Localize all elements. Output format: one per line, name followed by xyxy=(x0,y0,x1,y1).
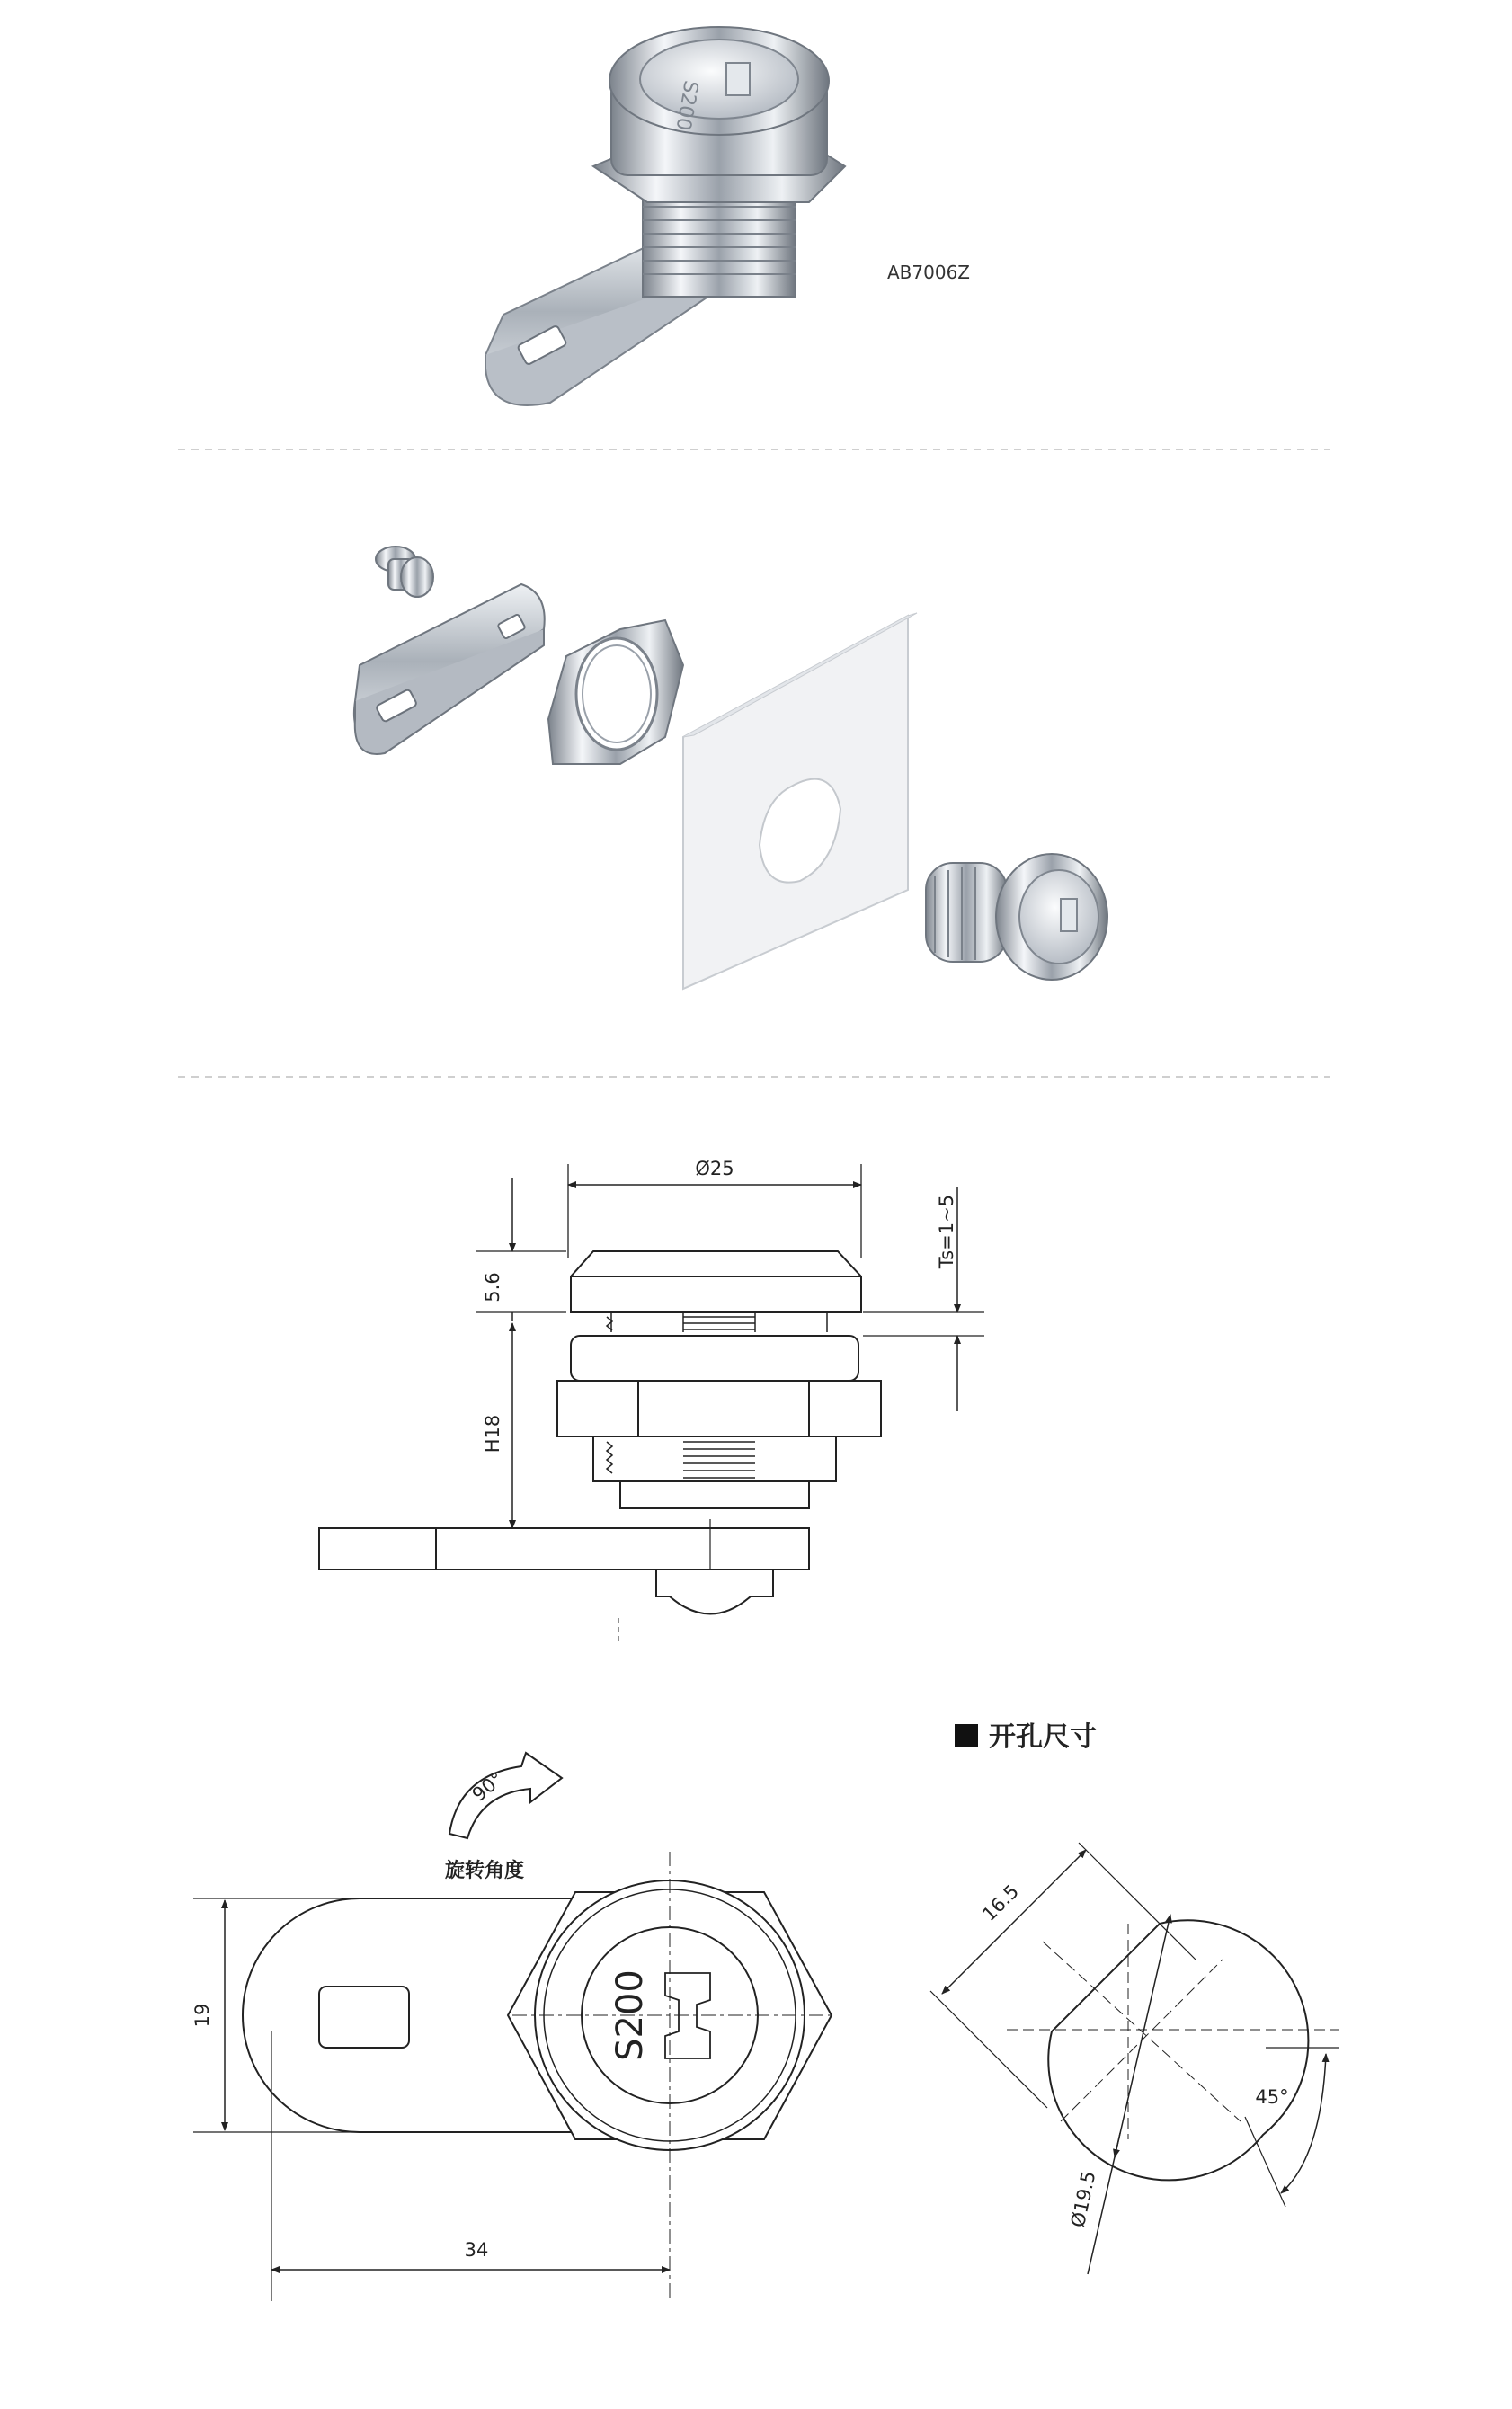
exploded-lock-cylinder xyxy=(926,854,1107,980)
dim-cutout-angle: 45° xyxy=(1255,2086,1289,2108)
rotation-angle: 90° xyxy=(467,1767,508,1806)
dim-panel-thickness: Ts=1~5 xyxy=(936,1194,957,1269)
dim-total-height: H18 xyxy=(482,1414,503,1453)
photo-key-code: S200 xyxy=(671,78,702,133)
product-photo xyxy=(485,27,845,405)
cutout-title: 开孔尺寸 xyxy=(989,1721,1097,1753)
dim-cam-width: 19 xyxy=(191,2003,213,2028)
side-view-drawing xyxy=(319,1164,984,1645)
dim-cam-length: 34 xyxy=(464,2239,489,2261)
rotation-indicator xyxy=(449,1753,562,1838)
model-number: AB7006Z xyxy=(887,262,971,283)
dim-cutout-diameter: Ø19.5 xyxy=(1066,2169,1100,2229)
dim-head-height: 5.6 xyxy=(482,1272,503,1302)
exploded-view xyxy=(354,547,1107,989)
dim-cutout-flat: 16.5 xyxy=(978,1880,1024,1926)
key-code-label: S200 xyxy=(609,1969,651,2061)
front-view-drawing xyxy=(193,1852,832,2301)
exploded-panel xyxy=(683,613,917,989)
rotation-caption: 旋转角度 xyxy=(445,1860,525,1882)
exploded-screw xyxy=(376,547,433,597)
exploded-hex-nut xyxy=(548,620,683,764)
dim-head-diameter: Ø25 xyxy=(695,1158,734,1179)
section-bullet-square xyxy=(955,1724,978,1747)
exploded-cam-plate xyxy=(354,584,545,754)
